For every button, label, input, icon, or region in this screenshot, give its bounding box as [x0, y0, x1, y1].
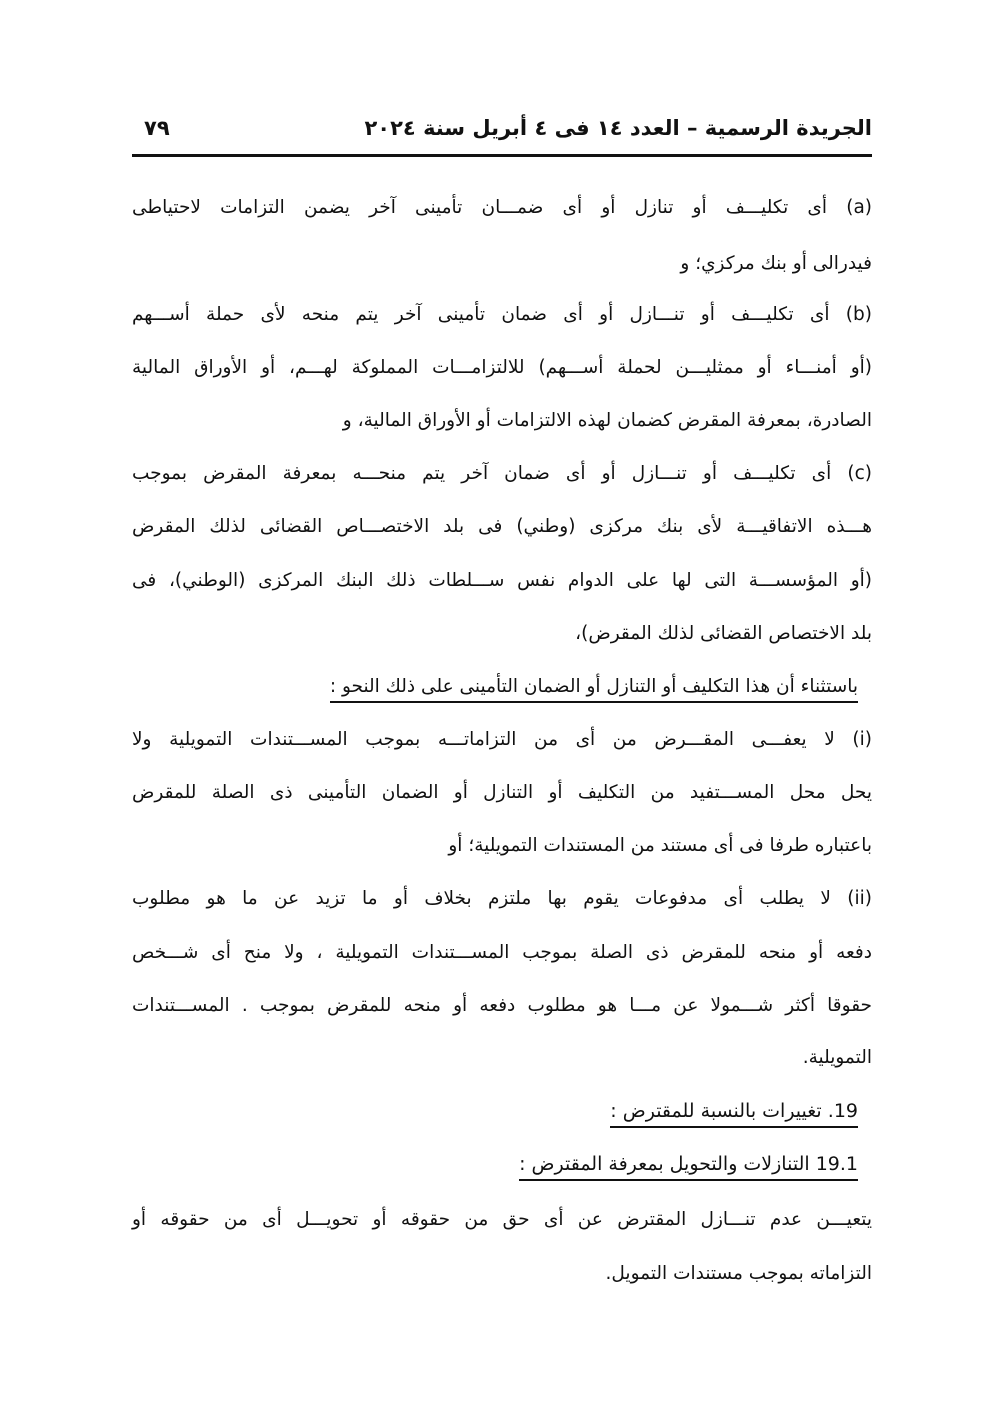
- clause-c-line-2: هـــذه الاتفاقيـــة لأى بنك مركزى (وطني) فى بلد الاختصـــاص القضائى لذلك المقرض: [132, 516, 872, 537]
- clause-c-line-4: بلد الاختصاص القضائى لذلك المقرض)،: [575, 623, 872, 644]
- exception-line: باستثناء أن هذا التكليف أو التنازل أو الضمان التأمينى على ذلك النحو :: [330, 676, 858, 703]
- clause-ii-line-3: حقوقا أكثر شـــمولا عن مـــا هو مطلوب دفعه أو منحه للمقرض بموجب . المســـتندات: [132, 995, 872, 1016]
- clause-b-line-2: (أو أمنـــاء أو ممثليـــن لحملة أســـهم) للالتزامـــات المملوكة لهـــم، أو الأوراق المالية: [132, 357, 872, 378]
- clause-c-line-1: (c) أى تكليـــف أو تنـــازل أو أى ضمان آخر يتم منحـــه بمعرفة المقرض بموجب: [132, 463, 872, 484]
- section-19-heading: 19. تغييرات بالنسبة للمقترض :: [610, 1100, 858, 1128]
- page-number: ٧٩: [144, 116, 170, 140]
- clause-i-line-2: يحل محل المســـتفيد من التكليف أو التنازل أو الضمان التأمينى ذى الصلة للمقرض: [132, 782, 872, 803]
- clause-b-line-3: الصادرة، بمعرفة المقرض كضمان لهذه الالتزامات أو الأوراق المالية، و: [342, 410, 872, 431]
- clause-ii-line-4: التمويلية.: [802, 1047, 872, 1068]
- clause-a-line-1: (a) أى تكليـــف أو تنازل أو أى ضمـــان تأمينى آخر يضمن التزامات لاحتياطى: [132, 197, 872, 218]
- section-19-1-heading-wrap: [519, 1149, 858, 1179]
- clause-ii-line-1: (ii) لا يطلب أى مدفوعات يقوم بها ملتزم بخلاف أو ما تزيد عن ما هو مطلوب: [132, 888, 872, 909]
- clause-c-line-3: (أو المؤسســـة التى لها على الدوام نفس ســـلطات ذلك البنك المركزى (الوطني)، فى: [132, 570, 872, 591]
- clause-i-line-3: باعتباره طرفا فى أى مستند من المستندات التمويلية؛ أو: [448, 835, 872, 856]
- section-19-1-line-2: التزاماته بموجب مستندات التمويل.: [605, 1263, 872, 1284]
- gazette-title: الجريدة الرسمية – العدد ١٤ فى ٤ أبريل سنة ٢٠٢٤: [364, 116, 872, 140]
- page-header: [132, 108, 872, 157]
- clause-b-line-1: (b) أى تكليـــف أو تنـــازل أو أى ضمان تأمينى آخر يتم منحه لأى حملة أســـهم: [132, 304, 872, 325]
- clause-a-line-2: فيدرالى أو بنك مركزي؛ و: [680, 253, 872, 274]
- clause-i-line-1: (i) لا يعفـــى المقـــرض من أى من التزاماتـــه بموجب المســـتندات التمويلية ولا: [132, 729, 872, 750]
- section-19-1-line-1: يتعيـــن عدم تنـــازل المقترض عن أى حق من حقوقه أو تحويـــل أى من حقوقه أو: [132, 1209, 872, 1230]
- exception-line-wrap: [330, 672, 858, 702]
- section-19-heading-wrap: [610, 1096, 858, 1126]
- clause-ii-line-2: دفعه أو منحه للمقرض ذى الصلة بموجب المســـتندات التمويلية ، ولا منح أى شـــخص: [132, 942, 872, 963]
- section-19-1-heading: 19.1 التنازلات والتحويل بمعرفة المقترض :: [519, 1153, 858, 1181]
